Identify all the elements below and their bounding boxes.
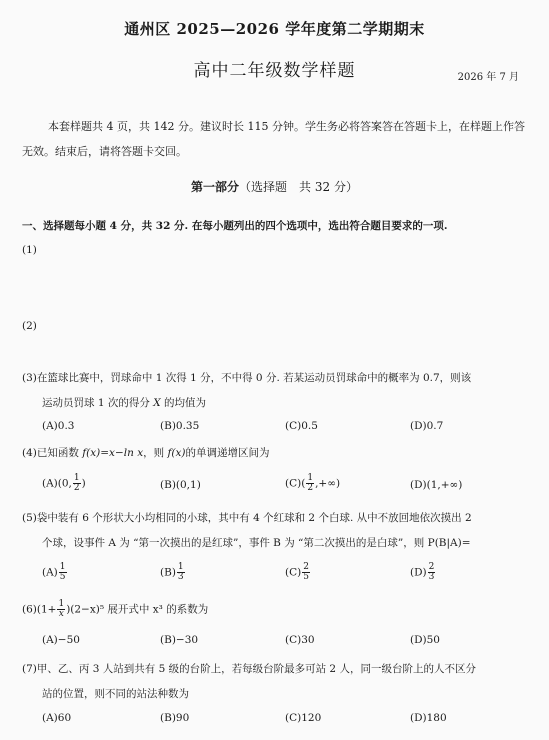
q4-function: f(x)=x−ln x — [82, 447, 144, 459]
q6-option-c: (C)30 — [285, 634, 315, 646]
q6-den: x — [58, 609, 64, 619]
exam-date: 2026 年 7 月 — [457, 72, 519, 83]
q6-num: 1 — [58, 599, 65, 609]
q5-c-fraction — [302, 563, 310, 582]
q4-a-pre: (A)(0, — [42, 477, 72, 490]
intro-paragraph: 本套样题共 4 页，共 142 分。建议时长 115 分钟。学生务必将答案答在答题卡上，在样题上作答无效。结束后，请将答题卡交回。 — [22, 120, 525, 158]
q5-option-c — [285, 563, 311, 582]
q5-a-label: (A) — [42, 566, 58, 579]
question-4-stem — [22, 445, 269, 460]
q4-option-c — [285, 474, 340, 493]
q4-option-b: (B)(0,1) — [160, 479, 201, 491]
q6-option-d: (D)50 — [410, 634, 440, 646]
q5-option-d — [410, 563, 436, 582]
question-2-number: (2) — [22, 320, 37, 332]
q5-d-fraction — [428, 563, 436, 582]
q6-fraction — [57, 600, 65, 619]
q5-c-label: (C) — [285, 566, 302, 579]
q5-b-fraction — [177, 563, 185, 582]
q3-variable: X — [153, 397, 161, 409]
question-5-line2: 个球，设事件 A 为 “第一次摸出的是红球”，事件 B 为 “第二次摸出的是白球”，则 P(B|A)= — [42, 537, 471, 549]
q3-text-post: 的均值为 — [160, 397, 207, 409]
exam-title: 通州区 2025—2026 学年度第二学期期末 — [124, 20, 425, 38]
q7-option-d: (D)180 — [410, 712, 447, 724]
q5-b-den: 3 — [177, 572, 184, 582]
q5-d-num: 2 — [428, 562, 435, 572]
q4-option-a — [42, 474, 86, 493]
question-5-line1: (5)袋中装有 6 个形状大小均相同的小球，其中有 4 个红球和 2 个白球. 从中不放回地依次摸出 2 — [22, 512, 472, 524]
q3-option-d: (D)0.7 — [410, 420, 444, 432]
q6-option-a: (A)−50 — [42, 634, 80, 646]
part-name: 第一部分 — [191, 180, 240, 194]
q5-d-den: 3 — [428, 572, 435, 582]
q3-option-b: (B)0.35 — [160, 420, 200, 432]
q4-option-d: (D)(1,+∞) — [410, 479, 463, 491]
question-7-line1: (7)甲、乙、丙 3 人站到共有 5 级的台阶上，若每级台阶最多可站 2 人，同一级台阶上的人不区分 — [22, 663, 476, 675]
q5-b-num: 1 — [177, 562, 184, 572]
question-7-line2: 站的位置，则不同的站法种数为 — [42, 688, 189, 700]
q3-option-a: (A)0.3 — [42, 420, 75, 432]
q6-post: )(2−x)⁵ 展开式中 x³ 的系数为 — [66, 603, 209, 616]
q4-c-den: 2 — [307, 483, 314, 493]
q4-c-pre: (C)( — [285, 477, 306, 490]
q4-a-post: ) — [81, 477, 86, 490]
section-instruction: 一、选择题每小题 4 分，共 32 分. 在每小题列出的四个选项中，选出符合题目要求的一项. — [22, 220, 448, 232]
question-6-stem — [22, 600, 208, 619]
q5-a-num: 1 — [59, 562, 66, 572]
q4-c-num: 1 — [307, 473, 314, 483]
q5-a-fraction — [59, 563, 67, 582]
question-3-line2 — [42, 395, 206, 410]
q3-text-pre: 运动员罚球 1 次的得分 — [42, 397, 154, 409]
q5-option-b — [160, 563, 186, 582]
q6-option-b: (B)−30 — [160, 634, 199, 646]
question-1-number: (1) — [22, 244, 37, 256]
q5-d-label: (D) — [410, 566, 427, 579]
q5-c-num: 2 — [303, 562, 309, 572]
q4-function-ref: f(x) — [167, 447, 186, 459]
q7-option-c: (C)120 — [285, 712, 322, 724]
part-detail: （选择题 共 32 分） — [239, 180, 358, 194]
question-3-line1: (3)在篮球比赛中，罚球命中 1 次得 1 分，不中得 0 分. 若某运动员罚球命中的概率为 0.7，则该 — [22, 372, 472, 384]
q4-stem-post: 的单调递增区间为 — [185, 447, 270, 459]
q4-a-fraction — [73, 474, 81, 493]
q4-stem-mid: ，则 — [143, 447, 168, 459]
q7-option-a: (A)60 — [42, 712, 72, 724]
q4-a-num: 1 — [73, 473, 80, 483]
q6-pre: (6)(1+ — [22, 603, 57, 616]
q4-c-fraction — [306, 474, 314, 493]
part-heading — [0, 178, 549, 195]
q4-c-post: ,+∞) — [315, 477, 341, 490]
subject-title: 高中二年级数学样题 — [193, 61, 356, 81]
q5-b-label: (B) — [160, 566, 176, 579]
q5-a-den: 5 — [59, 572, 66, 582]
q5-c-den: 5 — [303, 572, 309, 582]
q7-option-b: (B)90 — [160, 712, 190, 724]
q5-option-a — [42, 563, 68, 582]
q4-stem-pre: (4)已知函数 — [22, 447, 83, 459]
q4-a-den: 2 — [73, 483, 80, 493]
q3-option-c: (C)0.5 — [285, 420, 318, 432]
